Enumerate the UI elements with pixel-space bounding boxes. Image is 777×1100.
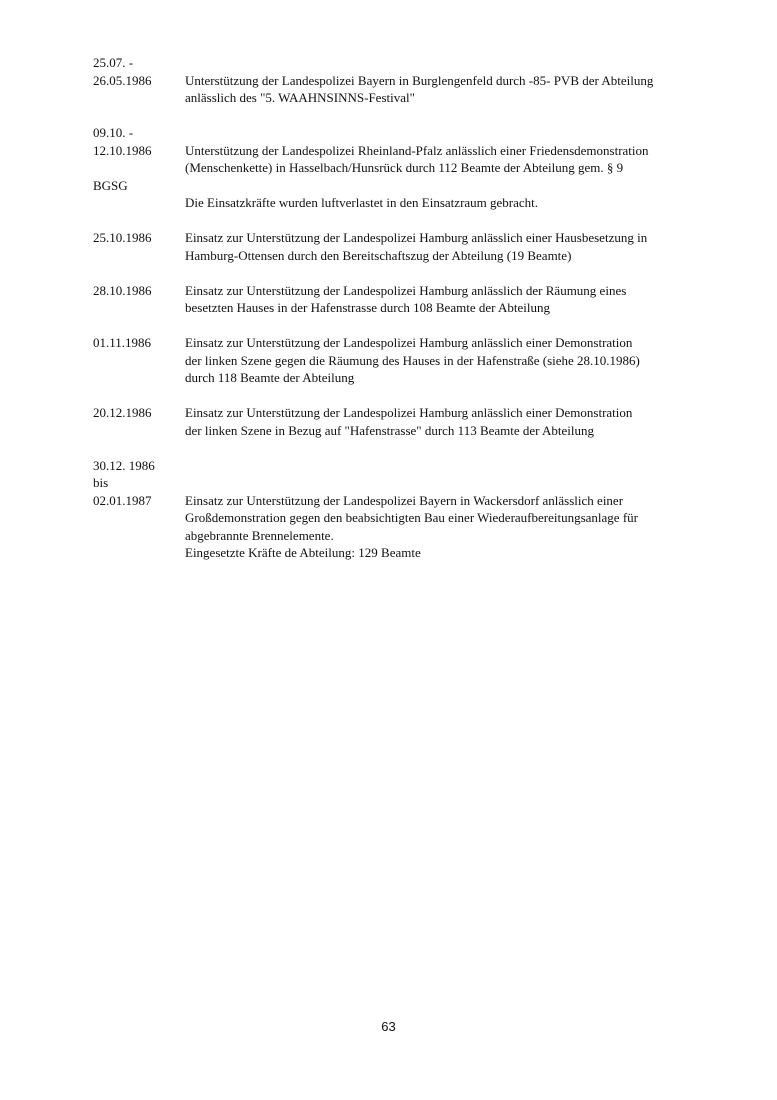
entry-text: der linken Szene gegen die Räumung des Hauses in der Hafenstraße (siehe 28.10.1986) (185, 352, 640, 368)
entry-date: 30.12. 1986 (93, 457, 155, 473)
entry-line (93, 299, 693, 317)
chronicle-entry (93, 282, 693, 317)
entry-line (93, 544, 693, 562)
entry-date (93, 527, 185, 545)
entry-line (93, 369, 693, 387)
entry-text: Eingesetzte Kräfte de Abteilung: 129 Beamte (185, 545, 421, 560)
entry-line (93, 509, 693, 527)
entry-line (93, 474, 693, 492)
entry-line (93, 457, 693, 475)
entry-text: abgebrannte Brennelemente. (185, 527, 334, 543)
entry-date (93, 159, 185, 177)
entry-line (93, 89, 693, 107)
entry-line (93, 492, 693, 510)
entry-text: Einsatz zur Unterstützung der Landespolizei Hamburg anlässlich der Räumung eines (185, 282, 627, 298)
entry-line (93, 247, 693, 265)
entry-line (93, 124, 693, 142)
entry-text (185, 124, 693, 142)
entry-line (93, 404, 693, 422)
entry-text: durch 118 Beamte der Abteilung (185, 370, 355, 385)
entry-line (93, 72, 693, 90)
entry-date (93, 89, 185, 107)
entry-line (93, 334, 693, 352)
entry-text: (Menschenkette) in Hasselbach/Hunsrück durch 112 Beamte der Abteilung gem. § 9 (185, 160, 624, 175)
entry-date: 25.10.1986 (93, 230, 152, 245)
entry-line (93, 422, 693, 440)
entry-line (93, 527, 693, 545)
entry-date (93, 544, 185, 562)
entry-line (93, 229, 693, 247)
chronicle-entry (93, 404, 693, 439)
chronicle-entry (93, 457, 693, 562)
entry-text: Einsatz zur Unterstützung der Landespolizei Hamburg anlässlich einer Demonstration (185, 335, 633, 350)
entry-line (93, 177, 693, 195)
entry-line (93, 352, 693, 370)
entry-line (93, 54, 693, 72)
entry-text (185, 54, 693, 72)
entry-date: 12.10.1986 (93, 142, 152, 158)
entry-date: 25.07. - (93, 55, 134, 70)
entry-date: bis (93, 475, 109, 490)
entry-date (93, 422, 185, 440)
entry-line (93, 159, 693, 177)
entry-date: 02.01.1987 (93, 492, 152, 508)
entry-line (93, 142, 693, 160)
entry-text: Unterstützung der Landespolizei Bayern in Burglengenfeld durch -85- PVB der Abteilung (185, 72, 654, 88)
entry-text: anlässlich des "5. WAAHNSINNS-Festival" (185, 90, 415, 105)
entry-text (185, 457, 693, 475)
entry-text: Die Einsatzkräfte wurden luftverlastet in den Einsatzraum gebracht. (185, 195, 539, 210)
chronicle-entry (93, 229, 693, 264)
entry-date (93, 509, 185, 527)
entry-date: 20.12.1986 (93, 405, 152, 420)
entry-date (93, 352, 185, 370)
entry-text: Großdemonstration gegen den beabsichtigten Bau einer Wiederaufbereitungsanlage für (185, 510, 638, 525)
chronicle-entries (93, 54, 693, 579)
entry-text: Unterstützung der Landespolizei Rheinland-Pfalz anlässlich einer Friedensdemonstration (185, 142, 649, 158)
chronicle-entry (93, 54, 693, 107)
entry-date: 01.11.1986 (93, 335, 152, 350)
entry-text: Einsatz zur Unterstützung der Landespolizei Hamburg anlässlich einer Demonstration (185, 405, 633, 420)
entry-date (93, 194, 185, 212)
entry-date: 09.10. - (93, 125, 134, 140)
entry-line (93, 282, 693, 300)
entry-date (93, 247, 185, 265)
entry-date: 28.10.1986 (93, 282, 152, 298)
entry-line (93, 194, 693, 212)
entry-date (93, 299, 185, 317)
entry-date: 26.05.1986 (93, 72, 152, 88)
chronicle-entry (93, 124, 693, 212)
entry-date (93, 369, 185, 387)
entry-date: BGSG (93, 177, 128, 193)
entry-text: Hamburg-Ottensen durch den Bereitschaftszug der Abteilung (19 Beamte) (185, 247, 572, 263)
entry-text (185, 474, 693, 492)
entry-text: der linken Szene in Bezug auf "Hafenstrasse" durch 113 Beamte der Abteilung (185, 422, 595, 438)
entry-text: Einsatz zur Unterstützung der Landespolizei Bayern in Wackersdorf anlässlich einer (185, 492, 624, 508)
entry-text (185, 177, 693, 195)
chronicle-entry (93, 334, 693, 387)
entry-text: besetzten Hauses in der Hafenstrasse durch 108 Beamte der Abteilung (185, 300, 550, 315)
entry-text: Einsatz zur Unterstützung der Landespolizei Hamburg anlässlich einer Hausbesetzung in (185, 230, 648, 245)
page-number: 63 (381, 1019, 396, 1034)
